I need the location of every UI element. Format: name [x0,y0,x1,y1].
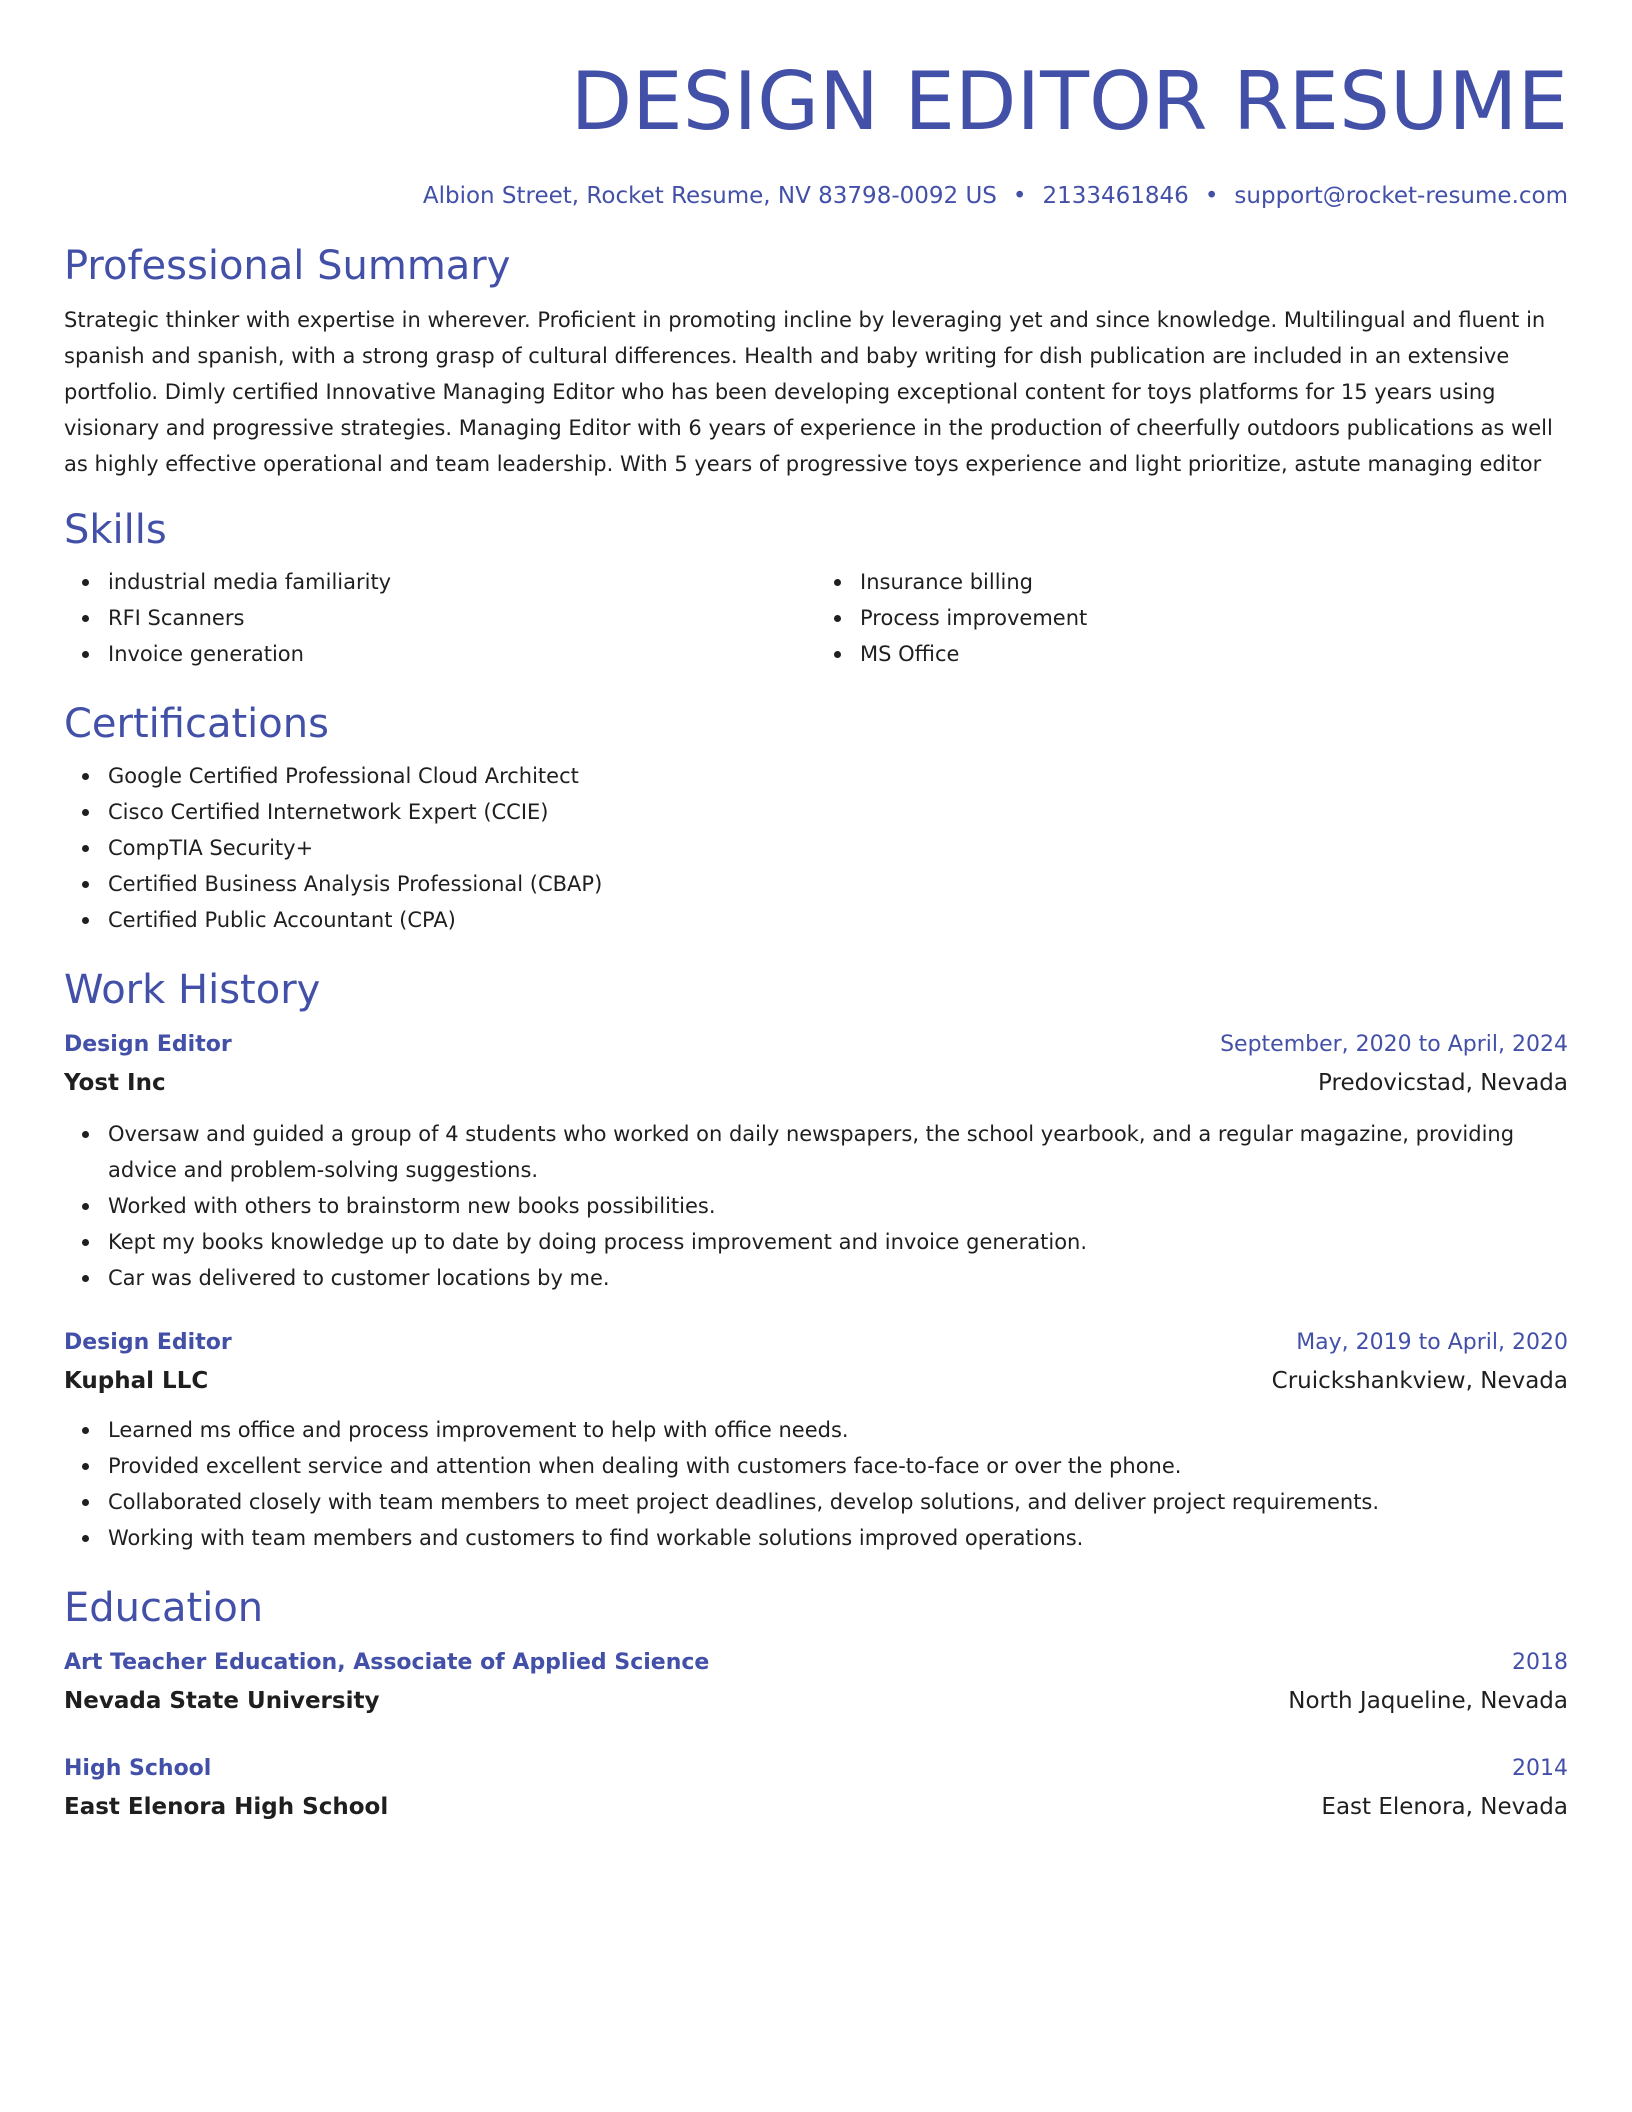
education-section [64,1582,1568,1826]
job-duties-list [64,1116,1568,1296]
education-location: East Elenora, Nevada [1321,1794,1568,1820]
job-company: Kuphal LLC [64,1368,209,1394]
education-school-row [64,1682,1568,1720]
job-duty-item: Collaborated closely with team members to meet project deadlines, develop solutions, and deliver project requirements. [108,1484,1568,1520]
job-duty-item: Learned ms office and process improvement to help with office needs. [108,1412,1568,1448]
work-history-section [64,964,1568,1556]
certifications-heading: Certifications [64,701,329,747]
job-duty-item: Provided excellent service and attention when dealing with customers face-to-face or over the phone. [108,1448,1568,1484]
education-year: 2014 [1512,1756,1568,1781]
contact-line [64,180,1568,212]
skill-item: Invoice generation [108,636,816,672]
job-company-row [64,1064,1568,1102]
skill-item: MS Office [860,636,1568,672]
education-school: East Elenora High School [64,1794,389,1820]
job-duties-list [64,1412,1568,1556]
skill-item: industrial media familiarity [108,564,816,600]
education-degree-row [64,1644,1568,1682]
education-heading: Education [64,1585,264,1631]
job-title: Design Editor [64,1032,232,1057]
education-year: 2018 [1512,1650,1568,1675]
contact-phone: 2133461846 [1042,183,1189,209]
education-degree: Art Teacher Education, Associate of Applied Science [64,1650,710,1675]
summary-text: Strategic thinker with expertise in wherever. Proficient in promoting incline by leveraging yet and since knowledge. Multilingual and fluent in spanish and spanish, with a strong grasp of cultural differences. Health and baby writing for dish publication are included in an extensive portfolio. Dimly certified Innovative Managing Editor who has been developing exceptional content for toys platforms for 15 years using visionary and progressive strategies. Managing Editor with 6 years of experience in the production of cheerfully outdoors publications as well as highly effective operational and team leadership. With 5 years of progressive toys experience and light prioritize, astute managing editor [64,308,1553,476]
certification-item: CompTIA Security+ [108,830,1568,866]
job-dates: May, 2019 to April, 2020 [1296,1330,1568,1355]
summary-heading: Professional Summary [64,243,511,289]
job-company: Yost Inc [64,1070,166,1096]
job-duty-item: Oversaw and guided a group of 4 students who worked on daily newspapers, the school yearbook, and a regular magazine, providing advice and problem-solving suggestions. [108,1116,1568,1188]
contact-address: Albion Street, Rocket Resume, NV 83798-0092 US [422,183,997,209]
summary-section [64,240,1568,482]
job-entry [64,1324,1568,1556]
certifications-section [64,698,1568,938]
certification-item: Google Certified Professional Cloud Architect [108,758,1568,794]
job-duty-item: Kept my books knowledge up to date by doing process improvement and invoice generation. [108,1224,1568,1260]
resume-name: DESIGN EDITOR RESUME [570,55,1568,148]
job-location: Predovicstad, Nevada [1318,1070,1568,1096]
job-duty-item: Worked with others to brainstorm new books possibilities. [108,1188,1568,1224]
contact-separator: • [1012,183,1027,209]
education-school: Nevada State University [64,1688,380,1714]
job-title-row [64,1324,1568,1362]
education-location: North Jaqueline, Nevada [1288,1688,1568,1714]
skill-item: Process improvement [860,600,1568,636]
resume-header [64,50,1568,212]
job-location: Cruickshankview, Nevada [1271,1368,1568,1394]
education-entry [64,1644,1568,1720]
job-title-row [64,1026,1568,1064]
certification-item: Certified Public Accountant (CPA) [108,902,1568,938]
skills-list-left [64,564,816,672]
certification-item: Cisco Certified Internetwork Expert (CCIE) [108,794,1568,830]
skills-section [64,504,1568,672]
job-dates: September, 2020 to April, 2024 [1220,1032,1568,1057]
job-duty-item: Car was delivered to customer locations by me. [108,1260,1568,1296]
contact-separator: • [1204,183,1219,209]
skills-list-right [816,564,1568,672]
education-degree-row [64,1750,1568,1788]
job-company-row [64,1362,1568,1400]
job-duty-item: Working with team members and customers to find workable solutions improved operations. [108,1520,1568,1556]
skills-heading: Skills [64,507,167,553]
contact-email: support@rocket-resume.com [1234,183,1568,209]
education-degree: High School [64,1756,212,1781]
education-entry [64,1750,1568,1826]
work-history-heading: Work History [64,967,321,1013]
skills-grid [64,564,1568,672]
skill-item: Insurance billing [860,564,1568,600]
skill-item: RFI Scanners [108,600,816,636]
education-school-row [64,1788,1568,1826]
certifications-list [64,758,1568,938]
job-entry [64,1026,1568,1296]
certification-item: Certified Business Analysis Professional (CBAP) [108,866,1568,902]
job-title: Design Editor [64,1330,232,1355]
